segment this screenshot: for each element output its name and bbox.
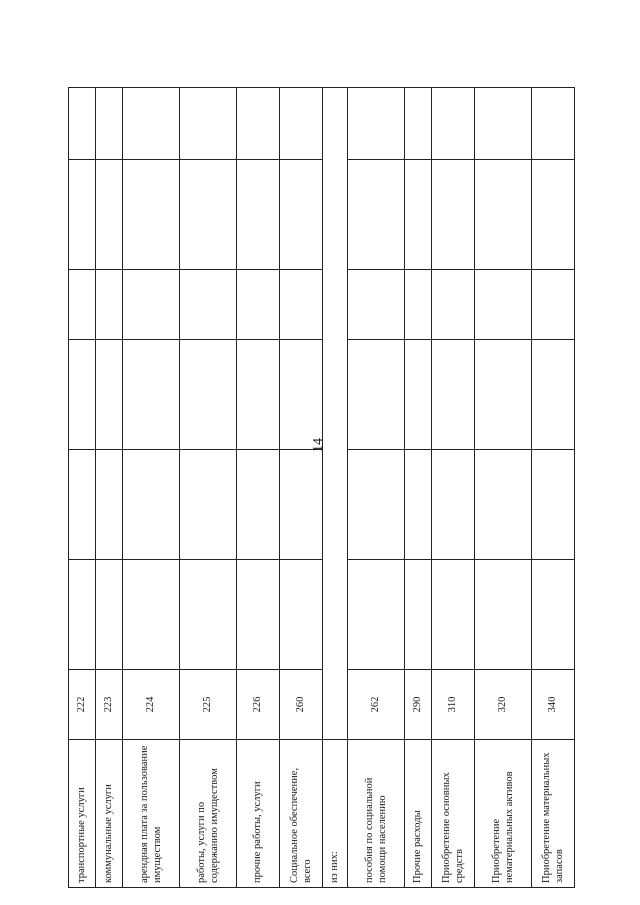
empty-value-cell	[280, 270, 323, 340]
empty-value-cell	[348, 560, 405, 670]
empty-value-cell	[405, 450, 432, 560]
empty-value-cell	[96, 160, 123, 270]
empty-value-cell	[405, 160, 432, 270]
row-name-cell: Прочие расходы	[405, 740, 432, 888]
row-code-cell: 320	[475, 670, 532, 740]
row-name-cell: Приобретение основных средств	[432, 740, 475, 888]
empty-value-cell	[69, 560, 96, 670]
empty-value-cell	[237, 450, 280, 560]
empty-value-cell	[532, 88, 575, 160]
empty-value-cell	[532, 450, 575, 560]
row-name-cell: арендная плата за пользование имуществом	[123, 740, 180, 888]
row-name-cell: прочие работы, услуги	[237, 740, 280, 888]
empty-value-cell	[96, 340, 123, 450]
table-row	[96, 88, 123, 888]
empty-value-cell	[432, 88, 475, 160]
empty-value-cell	[405, 270, 432, 340]
row-code-cell: 260	[280, 670, 323, 740]
table-row	[180, 88, 237, 888]
row-code-cell: 290	[405, 670, 432, 740]
budget-table	[68, 87, 575, 888]
budget-table-rotated	[68, 88, 565, 888]
empty-value-cell	[123, 160, 180, 270]
empty-value-cell	[180, 340, 237, 450]
empty-value-cell	[180, 160, 237, 270]
row-code-cell: 310	[432, 670, 475, 740]
empty-value-cell	[123, 88, 180, 160]
empty-value-cell	[475, 160, 532, 270]
empty-value-cell	[475, 270, 532, 340]
empty-value-cell	[280, 560, 323, 670]
row-name-cell: коммунальные услуги	[96, 740, 123, 888]
empty-value-cell	[237, 88, 280, 160]
empty-value-cell	[69, 88, 96, 160]
table-row	[475, 88, 532, 888]
empty-value-cell	[348, 340, 405, 450]
empty-value-cell	[475, 340, 532, 450]
table-body	[69, 88, 575, 888]
empty-value-cell	[96, 270, 123, 340]
empty-value-cell	[532, 340, 575, 450]
table-section-row	[323, 88, 348, 888]
section-label: из них:	[323, 740, 348, 888]
row-code-cell: 340	[532, 670, 575, 740]
table-row	[348, 88, 405, 888]
table-row	[237, 88, 280, 888]
empty-value-cell	[69, 160, 96, 270]
row-code-cell: 225	[180, 670, 237, 740]
empty-value-cell	[123, 270, 180, 340]
empty-value-cell	[348, 88, 405, 160]
empty-value-cell	[348, 270, 405, 340]
empty-value-cell	[405, 560, 432, 670]
row-code-cell: 224	[123, 670, 180, 740]
empty-value-cell	[532, 160, 575, 270]
empty-value-cell	[280, 160, 323, 270]
empty-value-cell	[405, 88, 432, 160]
row-code-cell: 226	[237, 670, 280, 740]
row-name-cell: Социальное обеспечение, всего	[280, 740, 323, 888]
empty-value-cell	[475, 450, 532, 560]
row-code-cell: 223	[96, 670, 123, 740]
empty-value-cell	[237, 160, 280, 270]
table-row	[405, 88, 432, 888]
table-row	[123, 88, 180, 888]
empty-value-cell	[280, 450, 323, 560]
empty-value-cell	[348, 160, 405, 270]
empty-value-cell	[432, 450, 475, 560]
empty-value-cell	[237, 560, 280, 670]
section-fill-cell	[323, 88, 348, 740]
empty-value-cell	[69, 270, 96, 340]
row-code-cell: 262	[348, 670, 405, 740]
empty-value-cell	[432, 270, 475, 340]
empty-value-cell	[180, 88, 237, 160]
row-code-cell: 222	[69, 670, 96, 740]
empty-value-cell	[69, 340, 96, 450]
empty-value-cell	[123, 450, 180, 560]
empty-value-cell	[432, 160, 475, 270]
table-row	[69, 88, 96, 888]
empty-value-cell	[69, 450, 96, 560]
empty-value-cell	[532, 560, 575, 670]
empty-value-cell	[532, 270, 575, 340]
empty-value-cell	[432, 340, 475, 450]
table-row	[280, 88, 323, 888]
row-name-cell: Приобретение нематериальных активов	[475, 740, 532, 888]
empty-value-cell	[280, 88, 323, 160]
empty-value-cell	[96, 88, 123, 160]
row-name-cell: транспортные услуги	[69, 740, 96, 888]
page-number: 14	[311, 438, 326, 452]
empty-value-cell	[280, 340, 323, 450]
empty-value-cell	[96, 560, 123, 670]
empty-value-cell	[123, 340, 180, 450]
table-row	[532, 88, 575, 888]
empty-value-cell	[96, 450, 123, 560]
empty-value-cell	[405, 340, 432, 450]
row-name-cell: работы, услуги по содержанию имуществом	[180, 740, 237, 888]
row-name-cell: пособия по социальной помощи населению	[348, 740, 405, 888]
empty-value-cell	[180, 450, 237, 560]
table-row	[432, 88, 475, 888]
empty-value-cell	[123, 560, 180, 670]
empty-value-cell	[180, 560, 237, 670]
empty-value-cell	[475, 88, 532, 160]
empty-value-cell	[180, 270, 237, 340]
empty-value-cell	[475, 560, 532, 670]
row-name-cell: Приобретение материальных запасов	[532, 740, 575, 888]
empty-value-cell	[237, 340, 280, 450]
empty-value-cell	[348, 450, 405, 560]
empty-value-cell	[432, 560, 475, 670]
empty-value-cell	[237, 270, 280, 340]
